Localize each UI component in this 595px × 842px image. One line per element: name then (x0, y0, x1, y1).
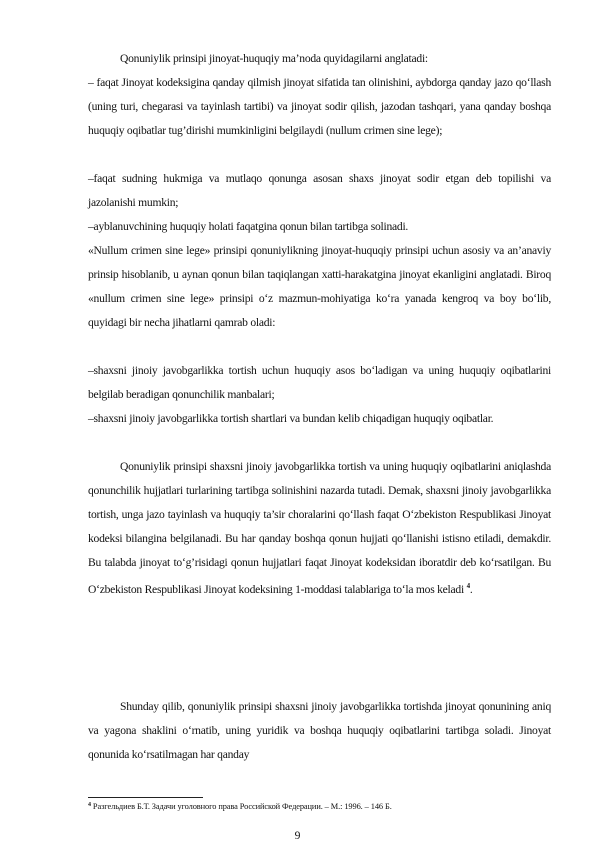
paragraph-text: –shaxsni jinoiy javobgarlikka tortish shartlari va bundan kelib chiqadigan huquqiy oqibatlar. (88, 412, 494, 425)
paragraph-intro (88, 47, 551, 71)
paragraph-text: «Nullum crimen sine lege» prinsipi qonuniylikning jinoyat-huquqiy prinsipi uchun asosiy va an’anaviy prinsip hisoblanib, u aynan qonun bilan taqiqlangan xatti-harakatgina jinoyat ekanligini anglatadi. Biroq «nullum crimen sine lege» prinsipi o‘z mazmun-mohiyatiga ko‘ra yanada kengroq va boy bo‘lib, quyidagi bir necha jihatlarni qamrab oladi: (88, 244, 551, 329)
page-number: 9 (294, 829, 301, 842)
paragraph-text: Shunday qilib, qonuniylik prinsipi shaxsni jinoiy javobgarlikka tortishda jinoyat qonunining aniq va yagona shaklini o‘rnatib, uning yuridik va boshqa huquqiy oqibatlarini tartibga soladi. Jinoyat qonunida ko‘rsatilmagan har qanday (88, 700, 551, 761)
paragraph-list-item-5 (88, 407, 551, 431)
footnote-marker: 4 (88, 802, 91, 808)
footnote-text: Разгельдиев Б.Т. Задачи уголовного права Российской Федерации. – М.: 1996. – 146 Б. (92, 802, 392, 811)
footnote-divider (88, 797, 203, 798)
paragraph-list-item-1 (88, 71, 551, 143)
paragraph-text: Qonuniylik prinsipi jinoyat-huquqiy ma’noda quyidagilarni anglatadi: (120, 52, 428, 65)
paragraph-list-item-3 (88, 215, 551, 239)
paragraph-text: – faqat Jinoyat kodeksigina qanday qilmish jinoyat sifatida tan olinishini, aybdorga qanday jazo qo‘llash (uning turi, chegarasi va tayinlash tartibi) va jinoyat sodir qilish, jazodan tashqari, yana qanday boshqa huquqiy oqibatlar tug’dirishi mumkinligini belgilaydi (nullum crimen sine lege); (88, 76, 551, 137)
paragraph-text: Qonuniylik prinsipi shaxsni jinoiy javobgarlikka tortish va uning huquqiy oqibatlarini aniqlashda qonunchilik hujjatlari turlarining tartibga solinishini nazarda tutadi. Demak, shaxsni jinoiy javobgarlikka tortish, unga jazo tayinlash va huquqiy ta’sir choralarini qo‘llash faqat O‘zbekiston Respublikasi Jinoyat kodeksi bilangina belgilanadi. Bu har qanday boshqa qonun hujjati qo‘llanishi istisno etiladi, demakdir. Bu talabda jinoyat to‘g’risidagi qonun hujjatlari faqat Jinoyat kodeksidan iboratdir deb ko‘rsatilgan. Bu O‘zbekiston Respublikasi Jinoyat kodeksining 1-moddasi talablariga to‘la mos keladi (88, 460, 551, 596)
paragraph-legality-principle (88, 455, 551, 601)
paragraph-list-item-2 (88, 167, 551, 215)
paragraph-text: –shaxsni jinoiy javobgarlikka tortish uchun huquqiy asos bo‘ladigan va uning huquqiy oqibatlarini belgilab beradigan qonunchilik manbalari; (88, 364, 551, 401)
footnote-reference[interactable]: 4 (466, 581, 470, 590)
paragraph-list-item-4 (88, 359, 551, 407)
paragraph-text: –ayblanuvchining huquqiy holati faqatgina qonun bilan tartibga solinadi. (88, 220, 409, 233)
paragraph-text: –faqat sudning hukmiga va mutlaqo qonunga asosan shaxs jinoyat sodir etgan deb topilishi va jazolanishi mumkin; (88, 172, 551, 209)
paragraph-end-punctuation: . (469, 582, 473, 596)
paragraph-nullum-crimen (88, 239, 551, 335)
footnote (88, 800, 551, 812)
paragraph-conclusion (88, 695, 551, 767)
